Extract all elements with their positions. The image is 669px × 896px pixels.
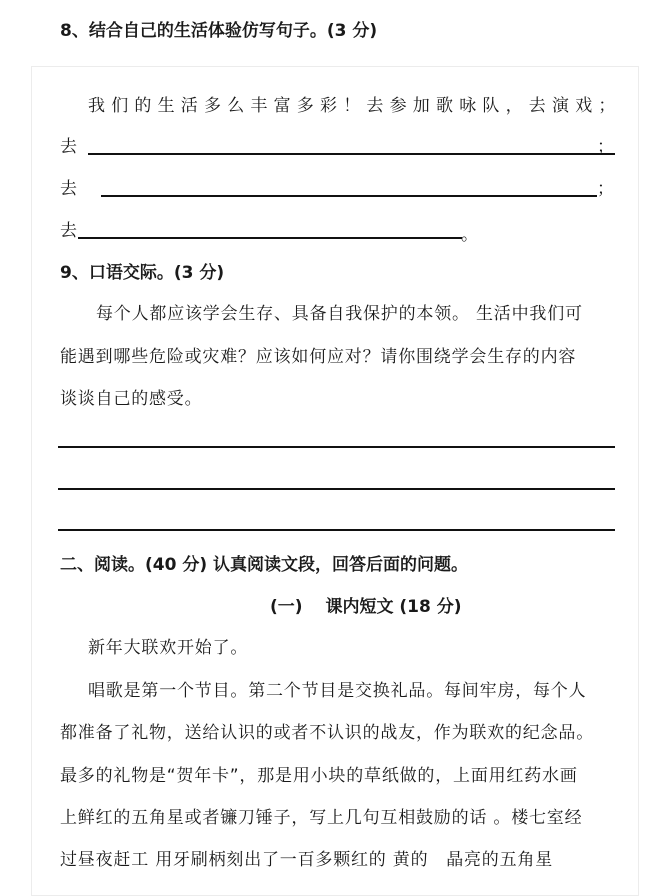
section-2-subtitle: (一) 课内短文 (18 分) [270,597,462,617]
answer-line-1[interactable] [58,446,615,448]
answer-line-3[interactable] [58,529,615,531]
passage-line-6: 过昼夜赶工 用牙刷柄刻出了一百多颗红的 黄的 晶亮的五角星 [60,850,554,870]
blank-1-end: ； [597,137,614,157]
blank-2-line[interactable] [101,195,597,197]
blank-2-prefix: 去 [60,179,78,199]
question-9-line-3: 谈谈自己的感受。 [60,389,203,409]
blank-1-line[interactable] [88,153,615,155]
blank-3-prefix: 去 [60,221,78,241]
blank-2-end: ； [597,179,614,199]
question-9-line-2: 能遇到哪些危险或灾难？应该如何应对？请你围绕学会生存的内容 [60,347,577,367]
passage-line-4: 最多的礼物是“贺年卡”，那是用小块的草纸做的，上面用红药水画 [60,766,578,786]
question-8-title: 8、结合自己的生活体验仿写句子。(3 分) [60,21,378,41]
blank-1-prefix: 去 [60,137,78,157]
passage-line-2: 唱歌是第一个节目。第二个节目是交换礼品。每间牢房，每个人 [88,681,587,701]
question-8-example: 我们的生活多么丰富多彩！去参加歌咏队，去演戏； [88,96,622,116]
blank-3-line[interactable] [78,237,462,239]
question-9-title: 9、口语交际。(3 分) [60,263,225,283]
section-2-title: 二、阅读。(40 分) 认真阅读文段，回答后面的问题。 [60,555,469,575]
blank-3-end: 。 [461,225,478,245]
answer-line-2[interactable] [58,488,615,490]
passage-line-3: 都准备了礼物，送给认识的或者不认识的战友，作为联欢的纪念品。 [60,723,594,743]
passage-line-1: 新年大联欢开始了。 [88,638,249,658]
passage-line-5: 上鲜红的五角星或者镰刀锤子，写上几句互相鼓励的话 。楼七室经 [60,808,583,828]
question-9-line-1: 每个人都应该学会生存、具备自我保护的本领。 生活中我们可 [96,304,583,324]
